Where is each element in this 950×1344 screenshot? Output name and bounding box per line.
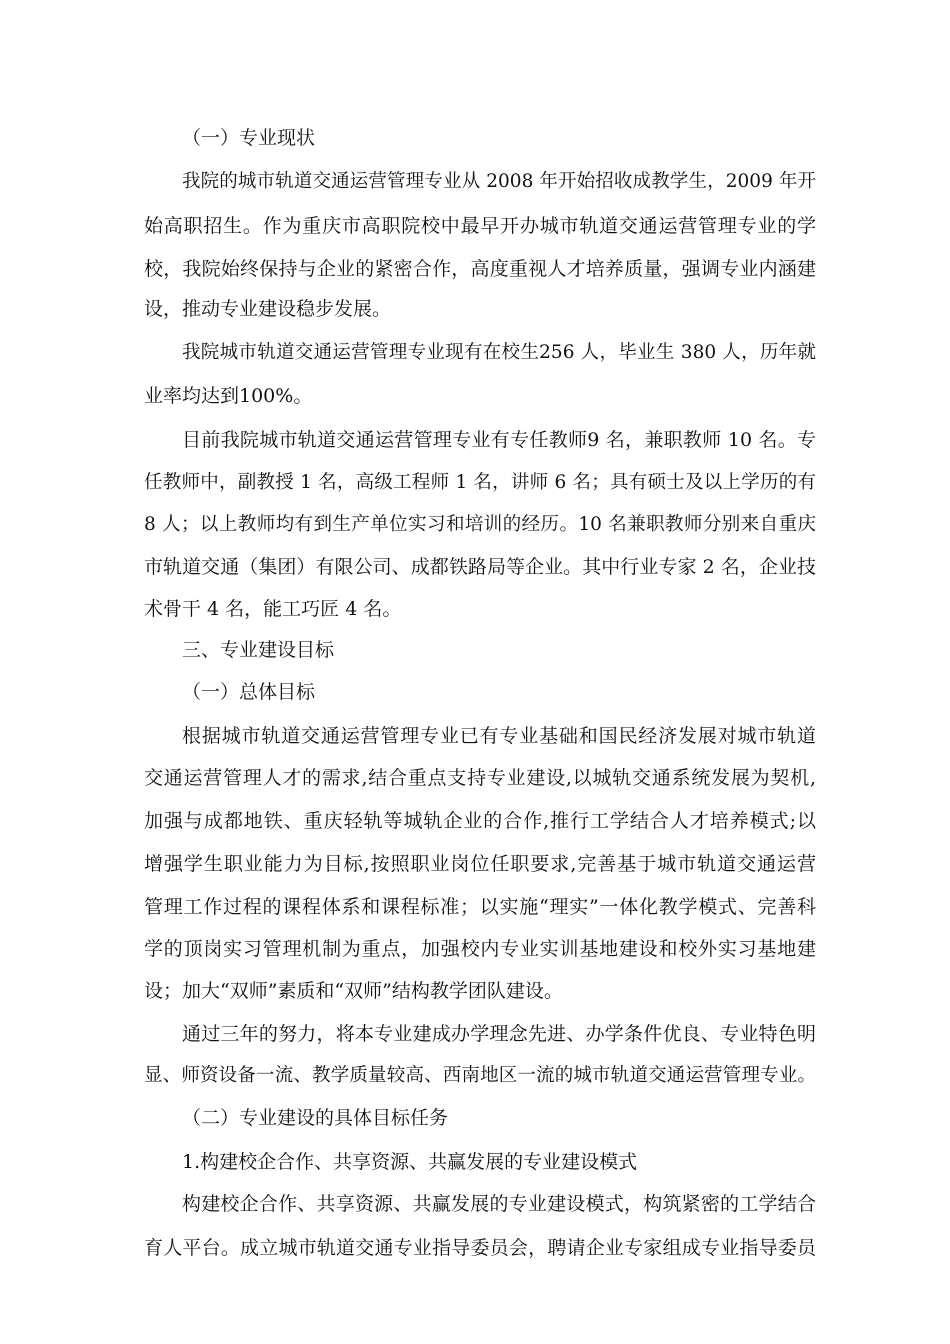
- paragraph-line: 始高职招生。作为重庆市高职院校中最早开办城市轨道交通运营管理专业的学: [144, 215, 816, 237]
- paragraph-line: 目前我院城市轨道交通运营管理专业有专任教师9 名，兼职教师 10 名。专: [182, 429, 816, 451]
- section-heading-overall-goals: （一）总体目标: [182, 681, 316, 703]
- paragraph-line: 我院城市轨道交通运营管理专业现有在校生256 人，毕业生 380 人，历年就: [182, 342, 816, 363]
- paragraph-line: 设；加大“双师”素质和“双师”结构教学团队建设。: [144, 980, 563, 1002]
- paragraph-line: 学的顶岗实习管理机制为重点，加强校内专业实训基地建设和校外实习基地建: [144, 938, 816, 960]
- paragraph-line: 设，推动专业建设稳步发展。: [144, 298, 392, 320]
- paragraph-line: 显、师资设备一流、教学质量较高、西南地区一流的城市轨道交通运营管理专业。: [144, 1065, 816, 1086]
- paragraph-line: 我院的城市轨道交通运营管理专业从 2008 年开始招收成教学生，2009 年开: [182, 171, 816, 192]
- paragraph-line: 业率均达到100%。: [144, 385, 313, 407]
- paragraph-line: 根据城市轨道交通运营管理专业已有专业基础和国民经济发展对城市轨道: [182, 725, 816, 747]
- paragraph-line: 8 人；以上教师均有到生产单位实习和培训的经历。10 名兼职教师分别来自重庆: [144, 514, 816, 535]
- section-heading-specific-tasks: （二）专业建设的具体目标任务: [182, 1107, 449, 1129]
- paragraph-line: 市轨道交通（集团）有限公司、成都铁路局等企业。其中行业专家 2 名，企业技: [144, 556, 816, 578]
- paragraph-line: 校，我院始终保持与企业的紧密合作，高度重视人才培养质量，强调专业内涵建: [144, 258, 816, 280]
- paragraph-line: 育人平台。成立城市轨道交通专业指导委员会，聘请企业专家组成专业指导委员: [144, 1237, 816, 1259]
- paragraph-line: 交通运营管理人才的需求,结合重点支持专业建设,以城轨交通系统发展为契机,: [144, 767, 816, 789]
- paragraph-line: 术骨干 4 名，能工巧匠 4 名。: [144, 598, 402, 620]
- section-heading-current-status: （一）专业现状: [182, 127, 316, 149]
- paragraph-line: 管理工作过程的课程体系和课程标准；以实施“理实”一体化教学模式、完善科: [144, 896, 816, 918]
- paragraph-line: 构建校企合作、共享资源、共赢发展的专业建设模式，构筑紧密的工学结合: [182, 1193, 816, 1215]
- paragraph-line: 加强与成都地铁、重庆轻轨等城轨企业的合作,推行工学结合人才培养模式;以: [144, 810, 816, 832]
- subsection-heading-cooperation-model: 1.构建校企合作、共享资源、共赢发展的专业建设模式: [182, 1151, 638, 1173]
- paragraph-line: 增强学生职业能力为目标,按照职业岗位任职要求,完善基于城市轨道交通运营: [144, 853, 816, 875]
- section-heading-construction-goals: 三、专业建设目标: [182, 639, 335, 661]
- paragraph-line: 任教师中，副教授 1 名，高级工程师 1 名，讲师 6 名；具有硕士及以上学历的有: [144, 472, 816, 493]
- paragraph-line: 通过三年的努力，将本专业建成办学理念先进、办学条件优良、专业特色明: [182, 1023, 816, 1045]
